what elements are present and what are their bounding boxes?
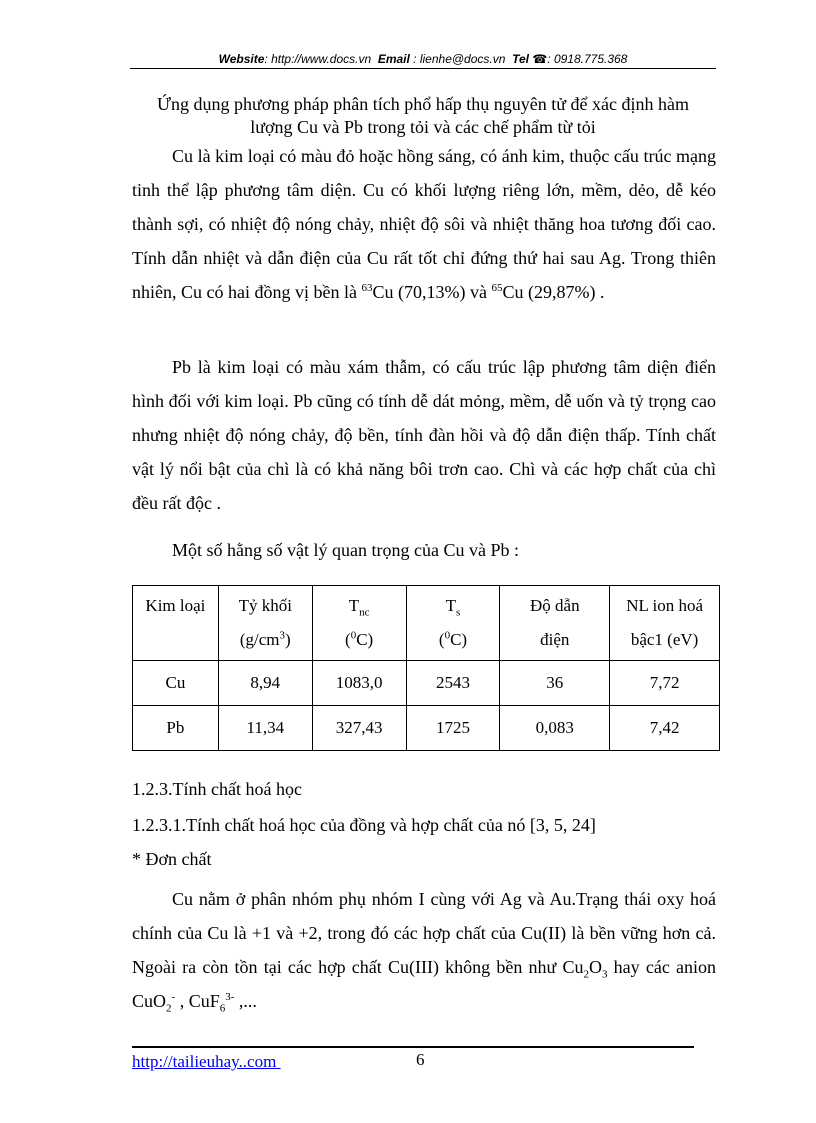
table-row	[133, 661, 720, 706]
table-cell: 0,083	[500, 706, 610, 751]
page-number: 6	[416, 1050, 425, 1069]
paragraph-copper	[132, 139, 716, 309]
footer-link[interactable]: http://tailieuhay..com	[132, 1052, 281, 1071]
subsection-heading: 1.2.3.1.Tính chất hoá học của đồng và hợp chất của nó [3, 5, 24]	[132, 815, 596, 835]
paragraph-table-intro: Một số hằng số vật lý quan trọng của Cu và Pb :	[172, 540, 519, 560]
table-cell: 1725	[406, 706, 500, 751]
header-conductivity: Độ dẫn điện	[500, 586, 610, 661]
tel-label: Tel	[512, 52, 529, 66]
header-ionization-energy: NL ion hoá bậc1 (eV)	[610, 586, 720, 661]
paragraph-oxidation: Cu nằm ở phân nhóm phụ nhóm I cùng với Ag và Au.Trạng thái oxy hoá chính của Cu là +1 và +2, trong đó các hợp chất của Cu(II) là bền vững hơn cả. Ngoài ra còn tồn tại các hợp chất Cu(III) không bền như $Cu_2O_3$ hay các anion CuO$_2$- , CuF$_6^{3-}$ ,...	[132, 889, 716, 1015]
footer-divider	[132, 1046, 694, 1048]
bullet-elemental: * Đơn chất	[132, 849, 212, 869]
page-header	[130, 52, 716, 69]
header-metal: Kim loại	[133, 586, 219, 661]
email-value[interactable]: : lienhe@docs.vn	[413, 52, 506, 66]
header-density: Tỷ khối $(g/cm^3)$	[218, 586, 312, 661]
isotope-65-text: Cu (29,87%) .	[502, 282, 605, 302]
email-label: Email	[377, 52, 410, 66]
isotope-63-mass: 63	[361, 282, 373, 294]
header-melting-point: $T_{nc}$ ($^0$C)	[312, 586, 406, 661]
table-cell: 327,43	[312, 706, 406, 751]
table-cell: 1083,0	[312, 661, 406, 706]
document-title	[130, 93, 716, 139]
table-row	[133, 706, 720, 751]
table-cell: 36	[500, 661, 610, 706]
tel-value: : 0918.775.368	[547, 52, 628, 66]
paragraph-copper-text: Cu là kim loại có màu đỏ hoặc hồng sáng, có ánh kim, thuộc cấu trúc mạng tinh thể lập phương tâm diện. Cu có khối lượng riêng lớn, mềm, dẻo, dễ kéo thành sợi, có nhiệt độ nóng chảy, nhiệt độ sôi và nhiệt thăng hoa tương đối cao. Tính dẫn nhiệt và dẫn điện của Cu rất tốt chỉ đứng thứ hai sau Ag. Trong thiên nhiên, Cu có hai đồng vị bền là	[132, 146, 716, 302]
isotope-63-text: Cu (70,13%) và	[372, 282, 487, 302]
website-value[interactable]: : http://www.docs.vn	[264, 52, 372, 66]
table-cell: 7,72	[610, 661, 720, 706]
table-cell: 8,94	[218, 661, 312, 706]
table-header-row	[133, 586, 720, 661]
table-cell: Cu	[133, 661, 219, 706]
title-line-2: lượng Cu và Pb trong tỏi và các chế phẩm từ tỏi	[250, 117, 596, 137]
table-cell: Pb	[133, 706, 219, 751]
table-cell: 11,34	[218, 706, 312, 751]
phone-icon: ☎	[532, 52, 548, 66]
table-cell: 7,42	[610, 706, 720, 751]
header-boiling-point: $T_s$ ($^0$C)	[406, 586, 500, 661]
table-cell: 2543	[406, 661, 500, 706]
physical-constants-table	[132, 585, 720, 751]
website-label: Website	[218, 52, 265, 66]
title-line-1: Ứng dụng phương pháp phân tích phổ hấp thụ nguyên tử để xác định hàm	[157, 94, 689, 114]
paragraph-lead: Pb là kim loại có màu xám thẫm, có cấu trúc lập phương tâm diện điển hình đối với kim loại. Pb cũng có tính dễ dát mỏng, mềm, dễ uốn và tỷ trọng cao nhưng nhiệt độ nóng chảy, độ bền, tính đàn hồi và độ dẫn điện thấp. Tính chất vật lý nổi bật của chì là có khả năng bôi trơn cao. Chì và các hợp chất của chì đều rất độc .	[132, 357, 716, 513]
section-heading: 1.2.3.Tính chất hoá học	[132, 779, 302, 799]
isotope-65-mass: 65	[491, 282, 503, 294]
